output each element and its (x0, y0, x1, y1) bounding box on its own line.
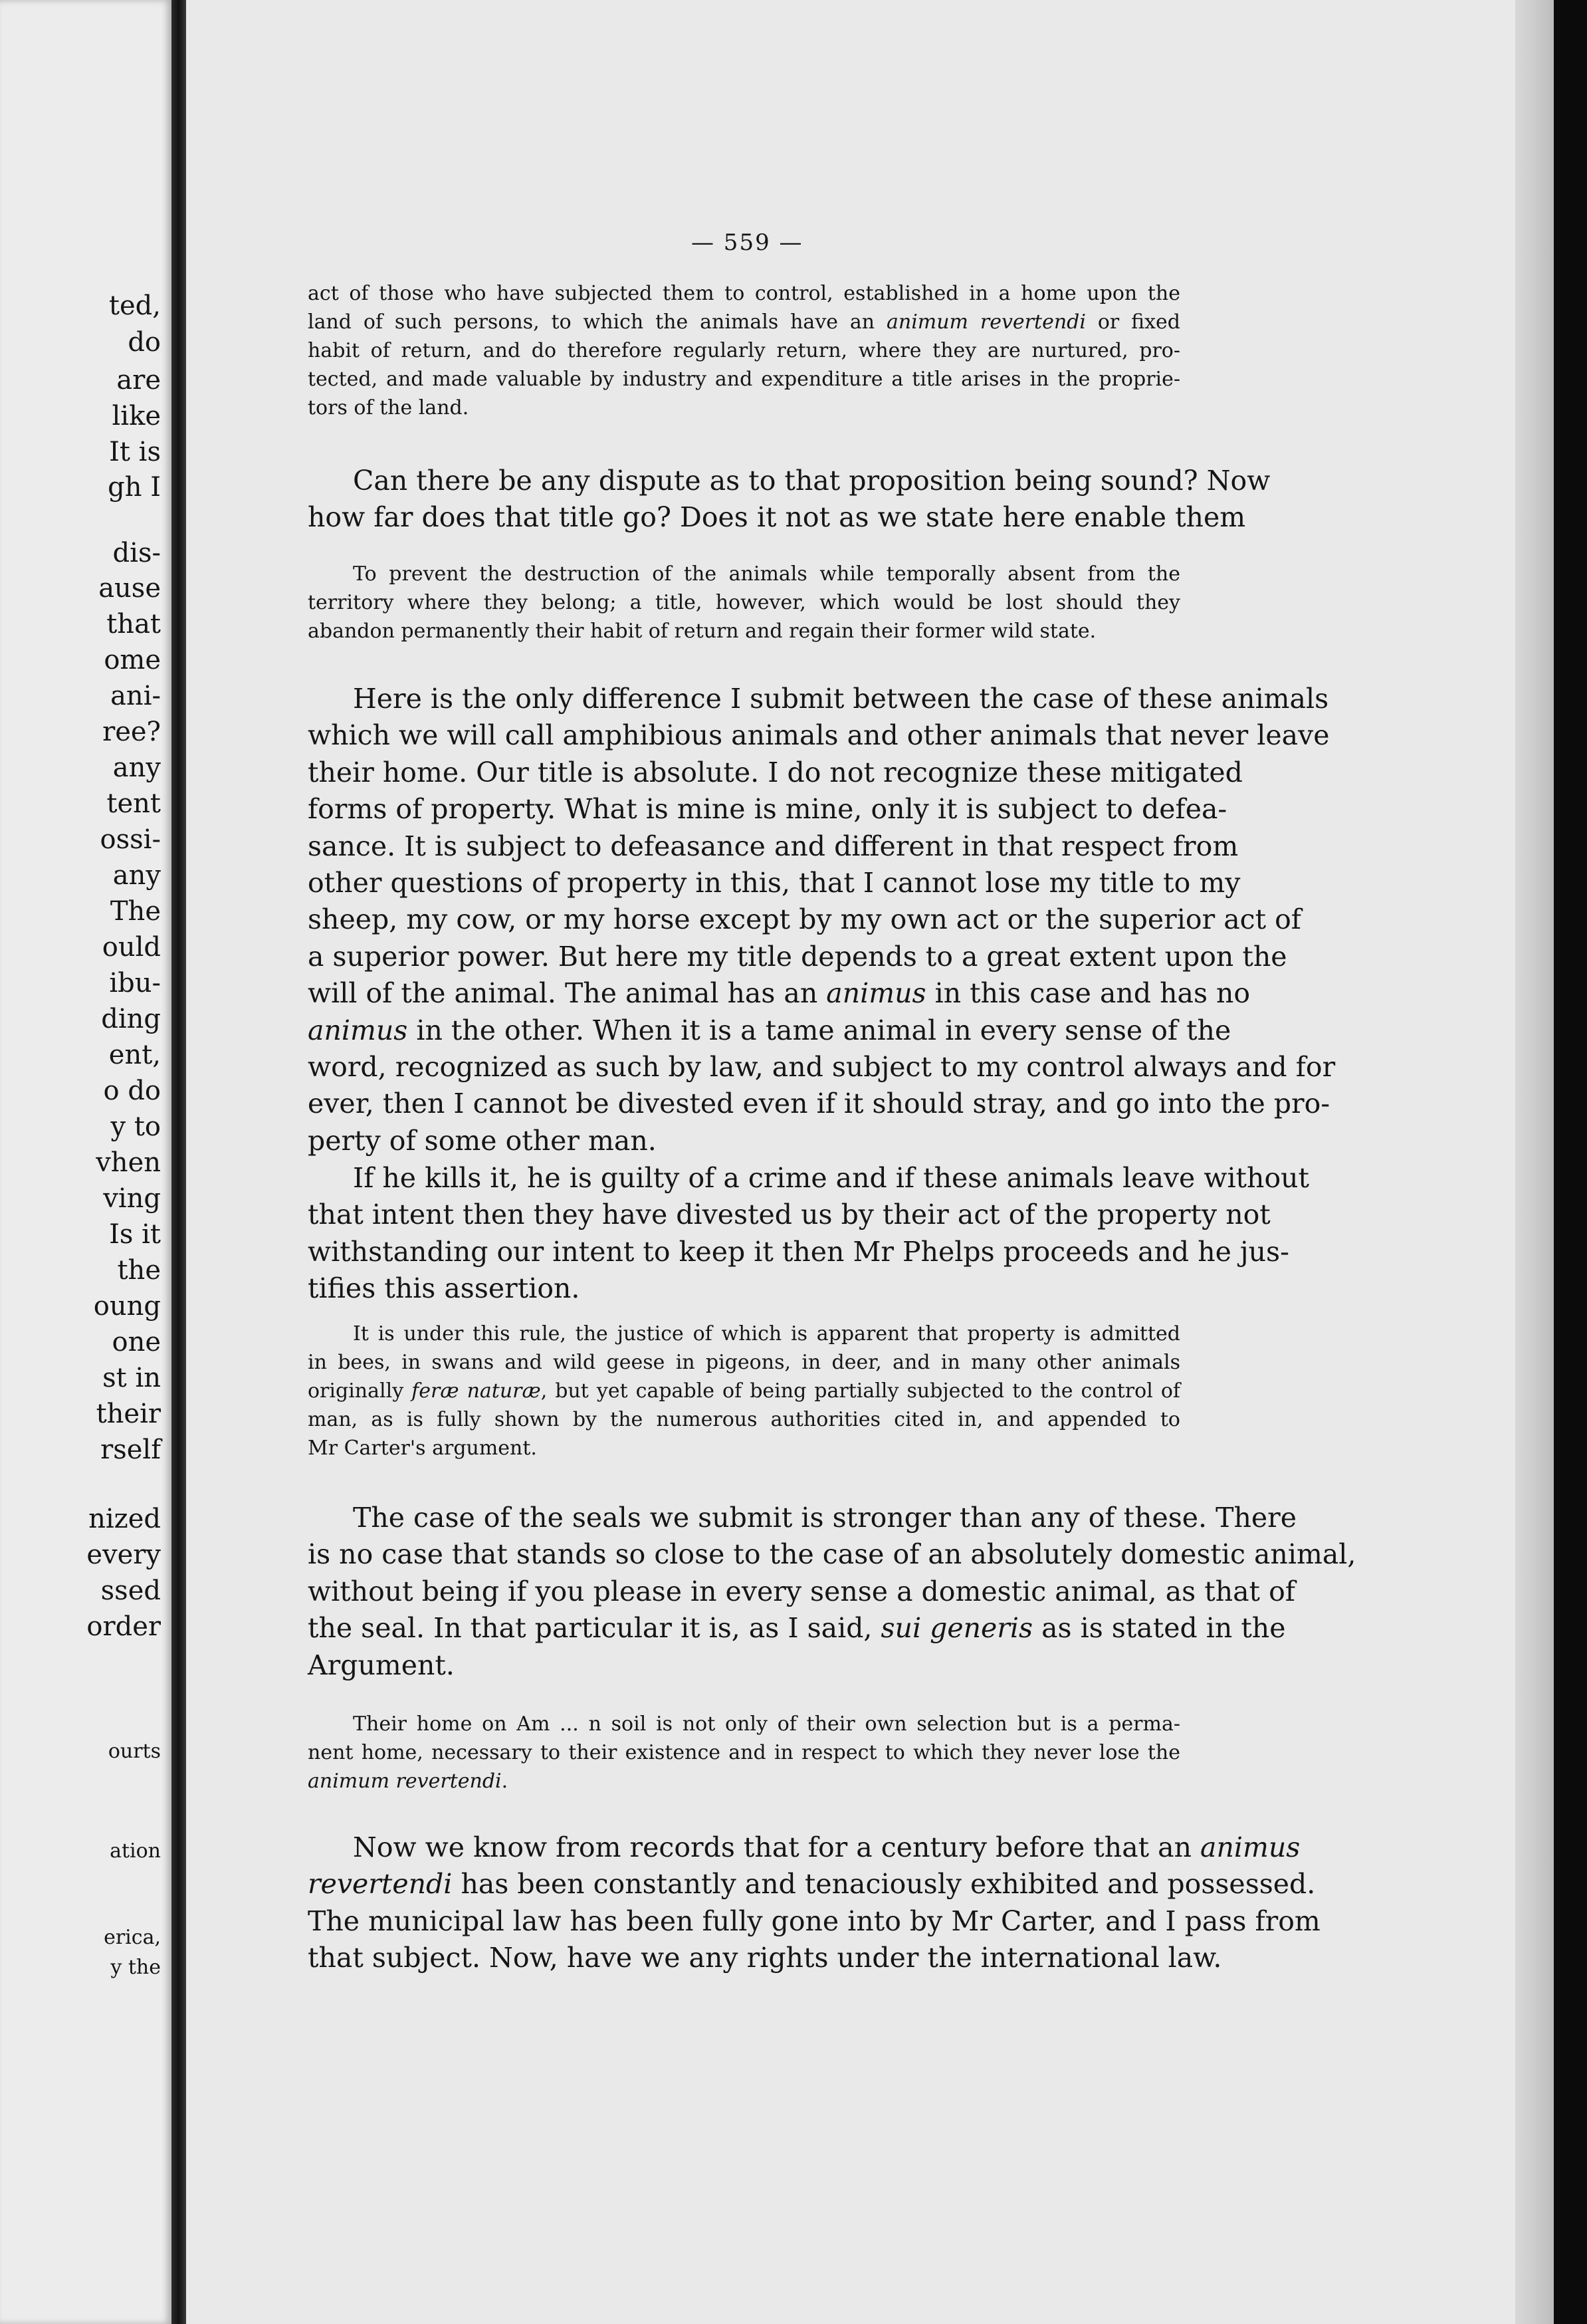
quote-block-4 (308, 1710, 1180, 1796)
left-page-fragment: ould (102, 932, 161, 963)
text-line: tors of the land. (308, 396, 469, 419)
quote-block-3 (308, 1320, 1180, 1462)
left-page-fragment: ibu- (109, 968, 161, 998)
text-line: revertendi has been constantly and tenaciously exhibited and possessed. (308, 1868, 1316, 1901)
left-page-fragment: one (112, 1327, 161, 1357)
paragraph-1 (308, 463, 1271, 536)
page-number: — 559 — (691, 229, 803, 256)
left-page-fragment: ossi- (100, 824, 161, 855)
left-page-fragment: are (116, 365, 161, 396)
text-line: It is under this rule, the justice of which is apparent that property is admitted (353, 1322, 1180, 1345)
left-page-fragment: y the (110, 1956, 161, 1979)
text-line: land of such persons, to which the animals have an animum revertendi or fixed (308, 310, 1180, 334)
left-page-fragment: ding (101, 1004, 161, 1034)
left-page-fragment: o do (103, 1076, 161, 1106)
text-line: habit of return, and do therefore regularly return, where they are nurtured, pro- (308, 339, 1180, 362)
text-line: animum revertendi. (308, 1770, 508, 1793)
text-line: ever, then I cannot be divested even if it should stray, and go into the pro- (308, 1088, 1330, 1120)
text-line: in bees, in swans and wild geese in pigeons, in deer, and in many other animals (308, 1351, 1180, 1374)
left-page-fragment: ation (110, 1839, 161, 1863)
paragraph-5 (308, 1829, 1321, 1977)
left-page-fragment: vhen (96, 1147, 161, 1178)
text-line: that subject. Now, have we any rights under the international law. (308, 1942, 1222, 1974)
text-line: The case of the seals we submit is stronger than any of these. There (353, 1502, 1297, 1534)
paragraph-2 (308, 681, 1336, 1159)
previous-page-edge (0, 0, 171, 2324)
left-page-fragment: ssed (100, 1575, 161, 1606)
text-line: how far does that title go? Does it not as we state here enable them (308, 501, 1246, 534)
text-line: will of the animal. The animal has an animus in this case and has no (308, 977, 1251, 1010)
left-page-fragment: tent (106, 788, 161, 819)
text-line: The municipal law has been fully gone into by Mr Carter, and I pass from (308, 1905, 1321, 1937)
left-page-fragment: ree? (102, 717, 161, 747)
left-page-fragment: oung (93, 1291, 161, 1322)
text-line: forms of property. What is mine is mine, only it is subject to defea- (308, 793, 1227, 826)
text-line: animus in the other. When it is a tame animal in every sense of the (308, 1014, 1231, 1046)
left-page-fragment: The (110, 896, 161, 927)
left-page-fragment: ause (98, 573, 161, 604)
left-page-fragment: do (128, 327, 161, 358)
book-gutter (171, 0, 186, 2324)
text-line: tifies this assertion. (308, 1272, 580, 1305)
left-page-fragment: ani- (110, 681, 161, 711)
text-line: tected, and made valuable by industry and expenditure a title arises in the proprie- (308, 368, 1180, 391)
quote-block-1 (308, 279, 1180, 422)
left-page-fragment: gh I (108, 472, 161, 503)
text-line: Here is the only difference I submit between the case of these animals (353, 683, 1329, 715)
text-line: the seal. In that particular it is, as I said, sui generis as is stated in the (308, 1612, 1286, 1645)
text-line: perty of some other man. (308, 1124, 657, 1157)
text-line: Now we know from records that for a century before that an animus (353, 1831, 1301, 1863)
text-line: originally feræ naturæ, but yet capable of being partially subjected to the control of (308, 1379, 1180, 1403)
text-line: sheep, my cow, or my horse except by my own act or the superior act of (308, 903, 1301, 936)
paragraph-4 (308, 1500, 1356, 1684)
text-line: man, as is fully shown by the numerous authorities cited in, and appended to (308, 1408, 1180, 1431)
left-page-fragment: ourts (108, 1740, 161, 1763)
left-page-fragment: y to (110, 1111, 161, 1142)
left-page-fragment: any (112, 860, 161, 891)
left-page-fragment: their (96, 1399, 161, 1429)
text-line: sance. It is subject to defeasance and different in that respect from (308, 830, 1239, 862)
page-edge-right (1515, 0, 1554, 2324)
left-page-fragment: dis- (112, 538, 161, 568)
text-line: that intent then they have divested us by their act of the property not (308, 1199, 1271, 1231)
text-line: withstanding our intent to keep it then Mr Phelps proceeds and he jus- (308, 1235, 1289, 1268)
text-line: nent home, necessary to their existence and in respect to which they never lose the (308, 1741, 1180, 1764)
text-line: If he kills it, he is guilty of a crime and if these animals leave without (353, 1162, 1310, 1194)
text-line: territory where they belong; a title, however, which would be lost should they (308, 591, 1180, 614)
left-page-fragment: order (86, 1611, 161, 1642)
text-line: act of those who have subjected them to control, established in a home upon the (308, 282, 1180, 305)
text-line: is no case that stands so close to the case of an absolutely domestic animal, (308, 1538, 1356, 1571)
left-page-fragment: ome (104, 645, 161, 675)
left-page-fragment: that (106, 609, 161, 639)
text-line: To prevent the destruction of the animals while temporally absent from the (353, 562, 1180, 586)
text-line: Their home on Am ... n soil is not only of their own selection but is a perma- (353, 1712, 1180, 1736)
text-line: Argument. (308, 1649, 455, 1681)
scan-border-right (1554, 0, 1587, 2324)
left-page-fragment: st in (102, 1363, 161, 1393)
left-page-fragment: ent, (108, 1040, 161, 1070)
left-page-fragment: every (86, 1540, 161, 1570)
left-page-fragment: Is it (109, 1219, 161, 1250)
left-page-fragment: erica, (104, 1926, 161, 1949)
text-line: Can there be any dispute as to that proposition being sound? Now (353, 465, 1271, 497)
left-page-fragment: ving (103, 1183, 161, 1214)
left-page-fragment: like (112, 401, 161, 431)
left-page-fragment: rself (100, 1435, 161, 1465)
paragraph-3 (308, 1160, 1310, 1308)
left-page-fragment: the (117, 1255, 161, 1286)
left-page-fragment: any (112, 753, 161, 783)
left-page-fragment: nized (88, 1504, 161, 1534)
text-line: their home. Our title is absolute. I do not recognize these mitigated (308, 756, 1243, 788)
text-line: Mr Carter's argument. (308, 1437, 537, 1460)
text-line: other questions of property in this, that I cannot lose my title to my (308, 867, 1241, 899)
text-line: abandon permanently their habit of return and regain their former wild state. (308, 620, 1097, 643)
text-line: which we will call amphibious animals and other animals that never leave (308, 719, 1330, 752)
text-line: a superior power. But here my title depends to a great extent upon the (308, 940, 1287, 973)
quote-block-2 (308, 560, 1180, 645)
left-page-fragment: ted, (108, 290, 161, 321)
text-line: word, recognized as such by law, and subject to my control always and for (308, 1051, 1336, 1084)
left-page-fragment: It is (109, 437, 161, 467)
text-line: without being if you please in every sense a domestic animal, as that of (308, 1575, 1295, 1607)
